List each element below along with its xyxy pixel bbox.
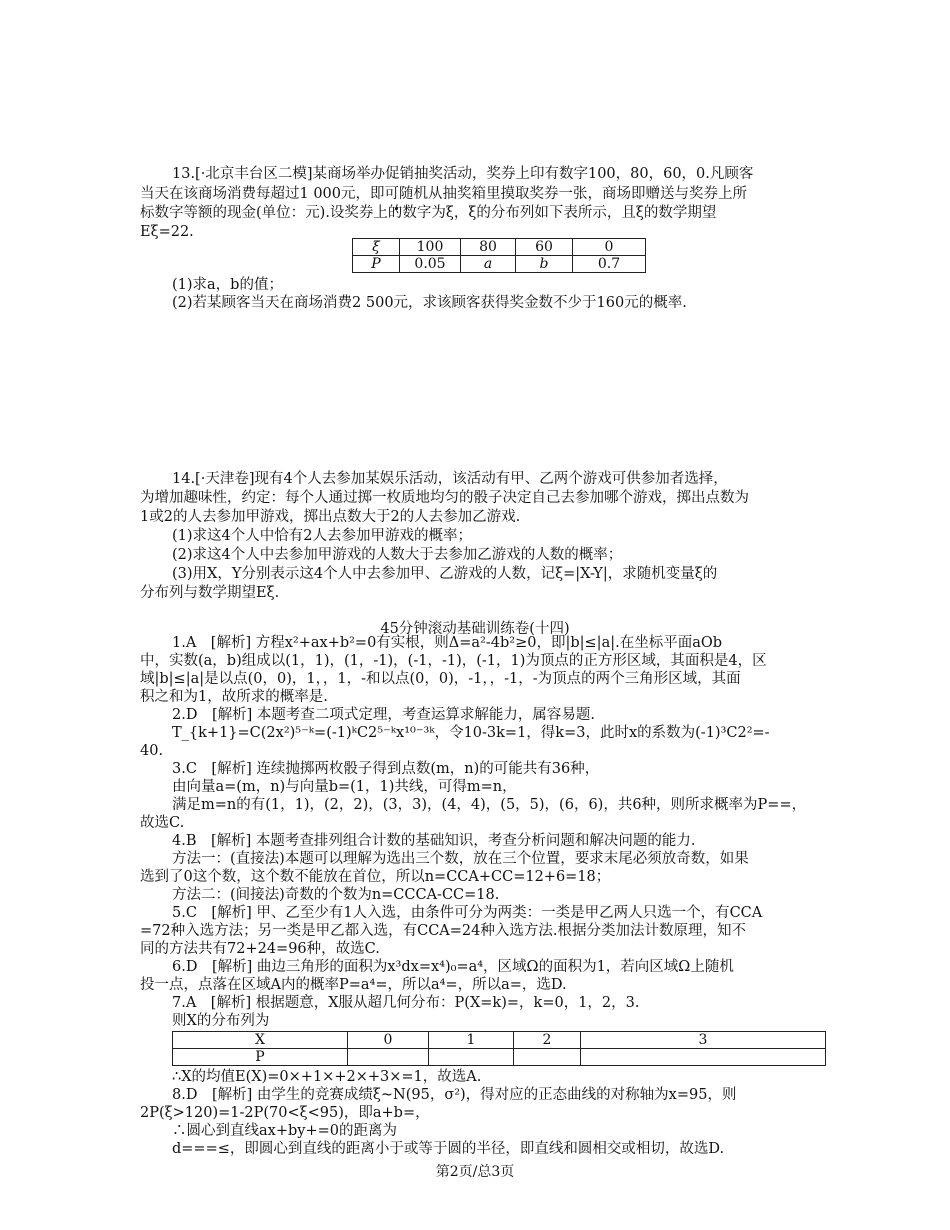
table-row [353,239,646,256]
table-cell: P [353,256,400,273]
q13-part-2: (2)若某顾客当天在商场消费2 500元，求该顾客获得奖金数不少于160元的概率. [172,295,687,311]
table-cell: 60 [516,239,573,256]
table-cell: a [461,256,516,273]
answer-line: 1.A [解析] 方程x²+ax+b²=0有实根，则Δ=a²-4b²≥0，即|b|≤|a|.在坐标平面aOb [172,635,723,651]
q13-line-1: 13.[·北京丰台区二模]某商场举办促销抽奖活动，奖券上印有数字100，80，60，0.凡顾客 [172,166,754,182]
answer-line: 3.C [解析] 连续抛掷两枚骰子得到点数(m，n)的可能共有36种， [172,761,600,777]
answer-line: d===≤，即圆心到直线的距离小于或等于圆的半径，即直线和圆相交或相切，故选D. [172,1141,725,1157]
table-cell: 0.05 [400,256,461,273]
answer-line: 则X的分布列为 [172,1013,270,1029]
answer-line: 8.D [解析] 由学生的竞赛成绩ξ~N(95，σ²)，得对应的正态曲线的对称轴为x=95，则 [172,1087,737,1103]
answer-line: 2.D [解析] 本题考查二项式定理，考查运算求解能力，属容易题. [172,707,595,723]
answer-line: =72种入选方法；另一类是甲乙都入选，有CCA=24种入选方法.根据分类加法计数原理，知不 [140,923,746,939]
page-footer: 第2页/总3页 [435,1164,515,1180]
answer-line: 投一点，点落在区域A内的概率P=a⁴=，所以a⁴=，所以a=，选D. [140,977,567,993]
q7-distribution-table [172,1031,826,1066]
table-cell [429,1049,514,1066]
table-cell: b [516,256,573,273]
answer-line: 6.D [解析] 曲边三角形的面积为x³dx=x⁴)₀=a⁴，区域Ω的面积为1，若向区域Ω上随机 [172,959,734,975]
answer-line: 中，实数(a，b)组成以(1，1)，(1，-1)，(-1，-1)，(-1，1)为顶点的正方形区域，其面积是4，区 [140,653,767,669]
q14-part-1: (1)求这4个人中恰有2人去参加甲游戏的概率； [172,528,472,544]
q14-line-1: 14.[·天津卷]现有4个人去参加某娱乐活动，该活动有甲、乙两个游戏可供参加者选择， [172,471,728,487]
table-cell: P [173,1049,348,1066]
answer-line: 方法二：(间接法)奇数的个数为n=CCCA-CC=18. [172,887,500,903]
table-cell: 80 [461,239,516,256]
answer-line: 域|b|≤|a|是以点(0，0)，1，，1，-和以点(0，0)，-1，，-1，-为顶点的两个三角形区域，其面 [140,671,741,687]
table-cell: 3 [581,1032,826,1049]
table-row [353,256,646,273]
q13-distribution-table [352,238,646,273]
table-cell: 0.7 [573,256,646,273]
q14-line-2: 为增加趣味性，约定：每个人通过掷一枚质地均匀的骰子决定自己去参加哪个游戏，掷出点数为 [140,490,749,506]
answer-line: T_{k+1}=C(2x²)⁵⁻ᵏ=(-1)ᵏC2⁵⁻ᵏx¹⁰⁻³ᵏ，令10-3k=1，得k=3，此时x的系数为(-1)³C2²=- [172,725,770,741]
answer-line: 2P(ξ>120)=1-2P(70<ξ<95)，即a+b=， [140,1105,430,1121]
answer-line: 方法一：(直接法)本题可以理解为选出三个数，放在三个位置，要求末尾必须放奇数，如果 [172,851,749,867]
q13-line-3: 标数字等额的现金(单位：元).设奖券上的数字为ξ，ξ的分布列如下表所示，且ξ的数学期望 [140,205,717,221]
table-cell: 1 [429,1032,514,1049]
answer-line: 5.C [解析] 甲、乙至少有1人入选，由条件可分为两类：一类是甲乙两人只选一个，有CCA [172,905,763,921]
q13-line-2: 当天在该商场消费每超过1 000元，即可随机从抽奖箱里摸取奖券一张，商场即赠送与奖券上所 [140,186,748,202]
table-cell: 100 [400,239,461,256]
answer-line: 由向量a=(m，n)与向量b=(1，1)共线，可得m=n， [172,779,517,795]
table-cell: 0 [573,239,646,256]
answers-title: 45分钟滚动基础训练卷(十四) [380,621,570,637]
table-cell: ξ [353,239,400,256]
table-row [173,1032,826,1049]
answer-line: 选到了0这个数，这个数不能放在首位，所以n=CCA+CC=12+6=18； [140,869,611,885]
table-cell [348,1049,429,1066]
answer-line: ∴X的均值E(X)=0×+1×+2×+3×=1，故选A. [172,1069,482,1085]
q14-line-7: 分布列与数学期望Eξ. [140,585,280,601]
q14-line-3: 1或2的人去参加甲游戏，掷出点数大于2的人去参加乙游戏. [140,509,521,525]
answer-line: ∴圆心到直线ax+by+=0的距离为 [172,1123,397,1139]
answer-line: 40. [140,743,164,759]
q13-part-1: (1)求a，b的值； [172,277,283,293]
table-cell: 2 [514,1032,581,1049]
table-cell: X [173,1032,348,1049]
table-cell [514,1049,581,1066]
table-cell [581,1049,826,1066]
answer-line: 7.A [解析] 根据题意，X服从超几何分布：P(X=k)=，k=0，1，2，3. [172,995,640,1011]
q14-part-2: (2)求这4个人中去参加甲游戏的人数大于去参加乙游戏的人数的概率； [172,547,623,563]
answer-line: 4.B [解析] 本题考查排列组合计数的基础知识，考查分析问题和解决问题的能力. [172,833,696,849]
answer-line: 故选C. [140,815,185,831]
q14-part-3: (3)用X，Y分别表示这4个人中去参加甲、乙游戏的人数，记ξ=|X-Y|，求随机变量ξ的 [172,566,718,582]
q13-line-4: Eξ=22. [140,224,194,240]
answer-line: 同的方法共有72+24=96种，故选C. [140,941,380,957]
answer-line: 积之和为1，故所求的概率是. [140,689,328,705]
answer-line: 满足m=n的有(1，1)，(2，2)，(3，3)，(4，4)，(5，5)，(6，6)，共6种，则所求概率为P==， [172,797,807,813]
table-row [173,1049,826,1066]
table-cell: 0 [348,1032,429,1049]
